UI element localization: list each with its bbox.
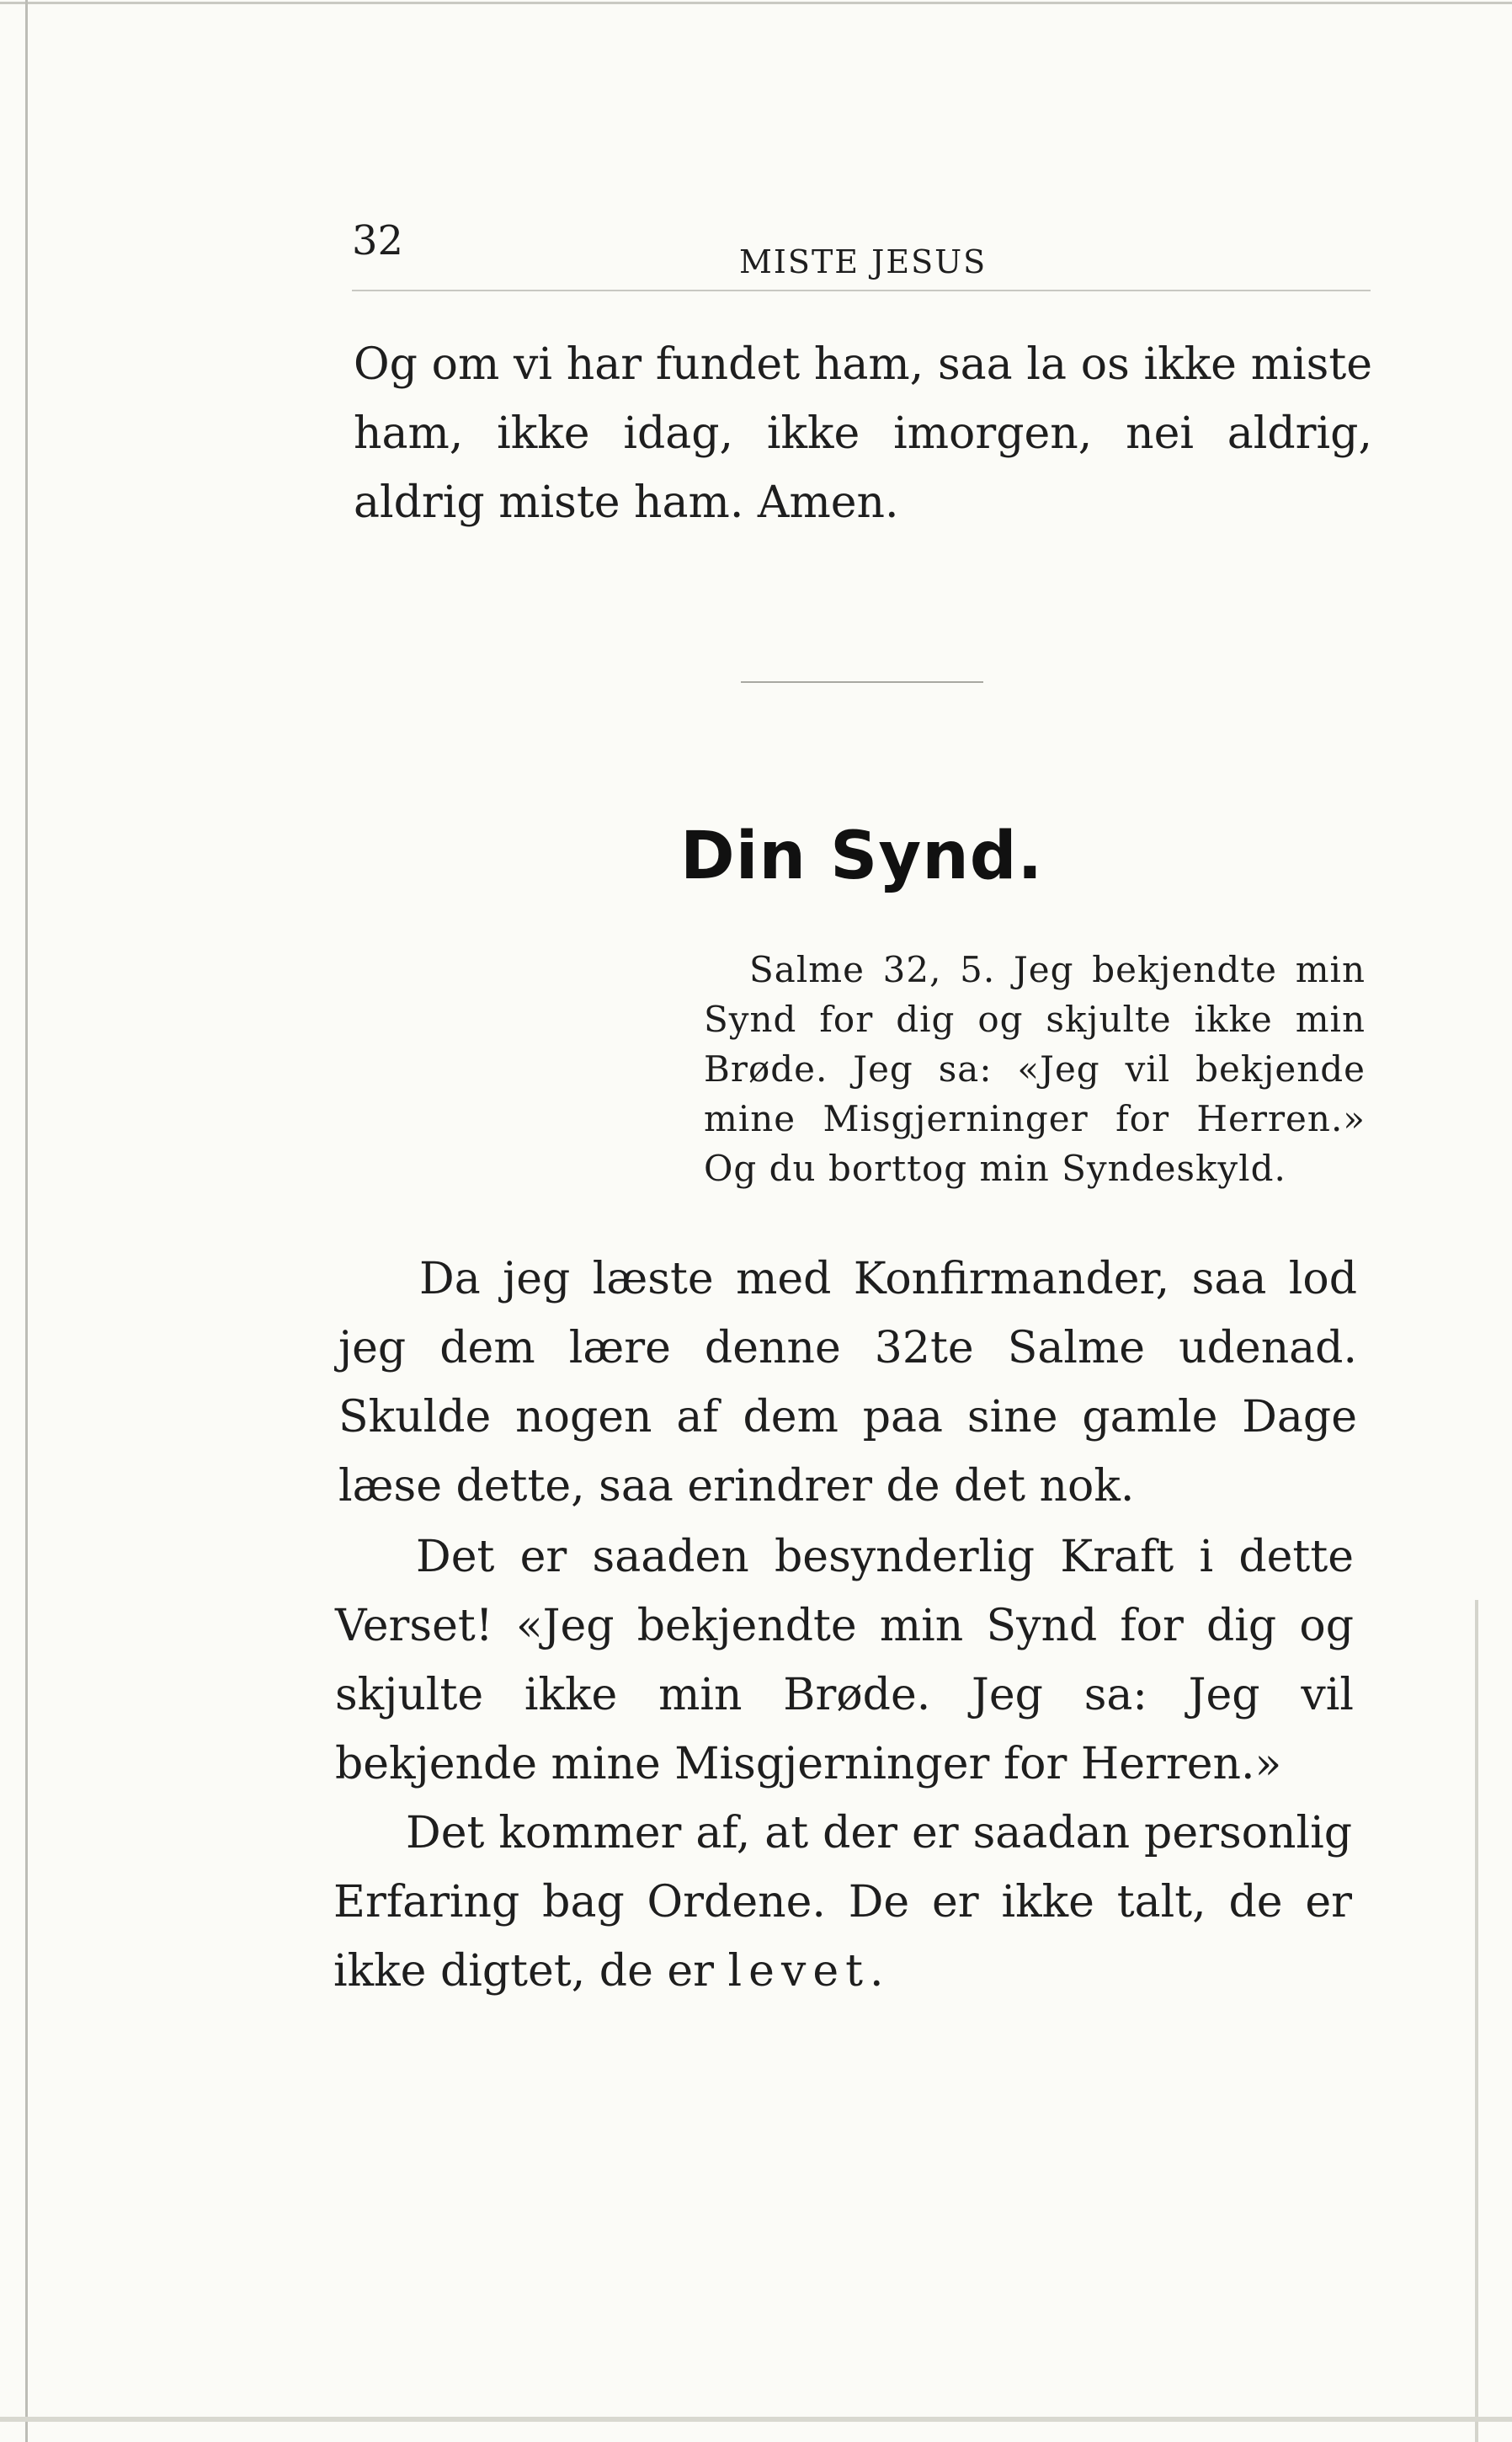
scan-edge-bottom [0,2417,1512,2422]
scan-edge-left [25,0,28,2442]
scan-edge-right [1475,1600,1478,2442]
section-title: Din Synd. [680,818,1044,894]
running-head: MISTE JESUS [739,243,988,280]
body-paragraph: Da jeg læste med Konfirmander, saa lod jeg dem lære denne 32te Salme udenad. Skulde nogen af dem paa sine gamle Dage læse dette, saa erindrer de det nok. [338,1254,1357,1512]
section-divider [741,681,983,683]
paragraph-end: . [870,1946,884,1997]
body-paragraph: Det er saaden besynderlig Kraft i dette Verset! «Jeg bekjendte min Synd for dig og skjulte ikke min Brøde. Jeg sa: Jeg vil bekjende mine Misgjerninger for Herren.» [335,1532,1354,1789]
body-paragraph-last [333,1799,1352,2006]
epigraph-psalm-quote: Salme 32, 5. Jeg bekjendte min Synd for dig og skjulte ikke min Brøde. Jeg sa: «Jeg vil bekjende mine Misgjerninger for Herren.» Og du borttog min Syndeskyld. [704,949,1366,1189]
emphasized-word: levet [727,1946,870,1997]
paragraph-text: Det kommer af, at der er saadan personlig Erfaring bag Ordene. De er ikke talt, de er ikke digtet, de er [333,1808,1352,1997]
page-number: 32 [352,217,404,264]
header-rule [352,290,1371,291]
opening-paragraph: Og om vi har fundet ham, saa la os ikke miste ham, ikke idag, ikke imorgen, nei aldrig, aldrig miste ham. Amen. [354,339,1372,528]
scan-edge-top [0,2,1512,4]
